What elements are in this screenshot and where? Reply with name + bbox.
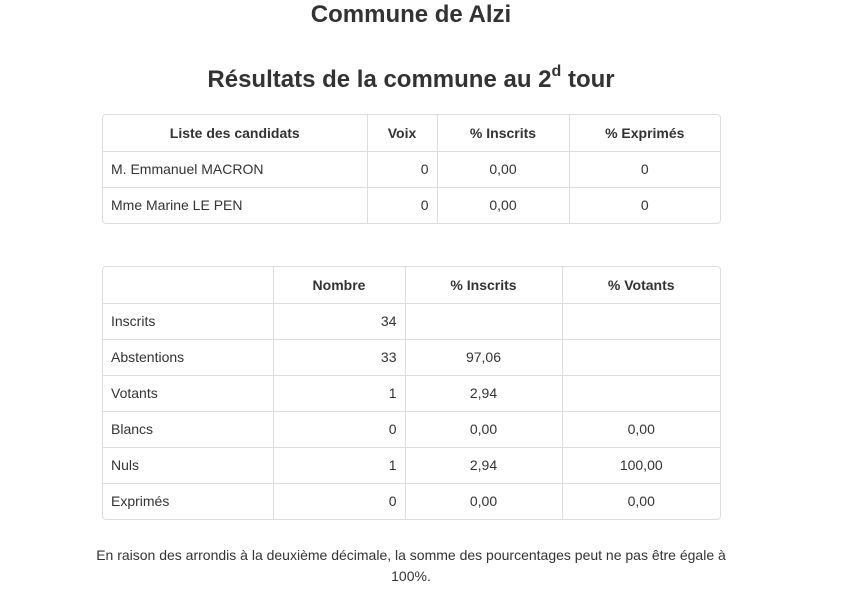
stat-label: Abstentions: [103, 339, 273, 375]
stat-pct-votants: [562, 303, 720, 339]
rounding-footnote: En raison des arrondis à la deuxième décimale, la somme des pourcentages peut ne pas être égale à 100%.: [96, 547, 726, 584]
col-header-empty: [103, 267, 273, 303]
stat-pct-inscrits: 97,06: [405, 339, 562, 375]
stat-label: Nuls: [103, 447, 273, 483]
results-title-sup: d: [551, 63, 562, 80]
stat-pct-inscrits: 2,94: [405, 447, 562, 483]
results-title-end: tour: [561, 66, 615, 93]
col-header-pct-exprimes: % Exprimés: [569, 115, 720, 151]
stat-nombre: 1: [273, 375, 405, 411]
stat-pct-inscrits: 0,00: [405, 483, 562, 519]
candidates-header-row: [103, 115, 720, 151]
stat-label: Votants: [103, 375, 273, 411]
commune-title: Commune de Alzi: [310, 1, 512, 28]
stat-nombre: 33: [273, 339, 405, 375]
col-header-pct-votants: % Votants: [562, 267, 720, 303]
table-row: [103, 339, 720, 375]
col-header-voix: Voix: [367, 115, 437, 151]
stat-pct-inscrits: [405, 303, 562, 339]
stat-pct-votants: 100,00: [562, 447, 720, 483]
table-row: [103, 375, 720, 411]
candidate-name: M. Emmanuel MACRON: [103, 151, 367, 187]
candidate-name: Mme Marine LE PEN: [103, 187, 367, 223]
results-title-main: Résultats de la commune au 2: [207, 66, 552, 93]
stat-pct-votants: 0,00: [627, 493, 655, 510]
candidate-voix: 0: [367, 187, 437, 223]
stat-pct-votants: [562, 339, 720, 375]
stat-label: Inscrits: [103, 303, 273, 339]
col-header-pct-inscrits: % Inscrits: [437, 115, 569, 151]
candidate-pct-exprimes: 0: [640, 197, 649, 214]
table-row: [103, 151, 720, 187]
results-title: [0, 57, 822, 97]
table-row: [103, 483, 720, 519]
stat-pct-votants: 0,00: [562, 411, 720, 447]
stat-pct-votants: [562, 375, 720, 411]
stat-pct-inscrits: 0,00: [405, 411, 562, 447]
stats-table: [102, 266, 721, 520]
candidate-pct-inscrits: 0,00: [437, 187, 569, 223]
stat-nombre: 1: [273, 447, 405, 483]
candidates-table: [102, 114, 721, 224]
stat-label: Exprimés: [103, 483, 273, 519]
stat-pct-inscrits: 2,94: [405, 375, 562, 411]
col-header-nombre: Nombre: [273, 267, 405, 303]
col-header-candidats: Liste des candidats: [103, 115, 367, 151]
table-row: [103, 303, 720, 339]
stat-nombre: 0: [273, 483, 405, 519]
col-header-pct-inscrits: % Inscrits: [405, 267, 562, 303]
candidate-pct-exprimes: 0: [569, 151, 720, 187]
stats-header-row: [103, 267, 720, 303]
candidate-pct-inscrits: 0,00: [437, 151, 569, 187]
stat-label: Blancs: [103, 411, 273, 447]
candidate-voix: 0: [367, 151, 437, 187]
stat-nombre: 0: [273, 411, 405, 447]
table-row: [103, 187, 720, 223]
table-row: [103, 447, 720, 483]
table-row: [103, 411, 720, 447]
stat-nombre: 34: [273, 303, 405, 339]
